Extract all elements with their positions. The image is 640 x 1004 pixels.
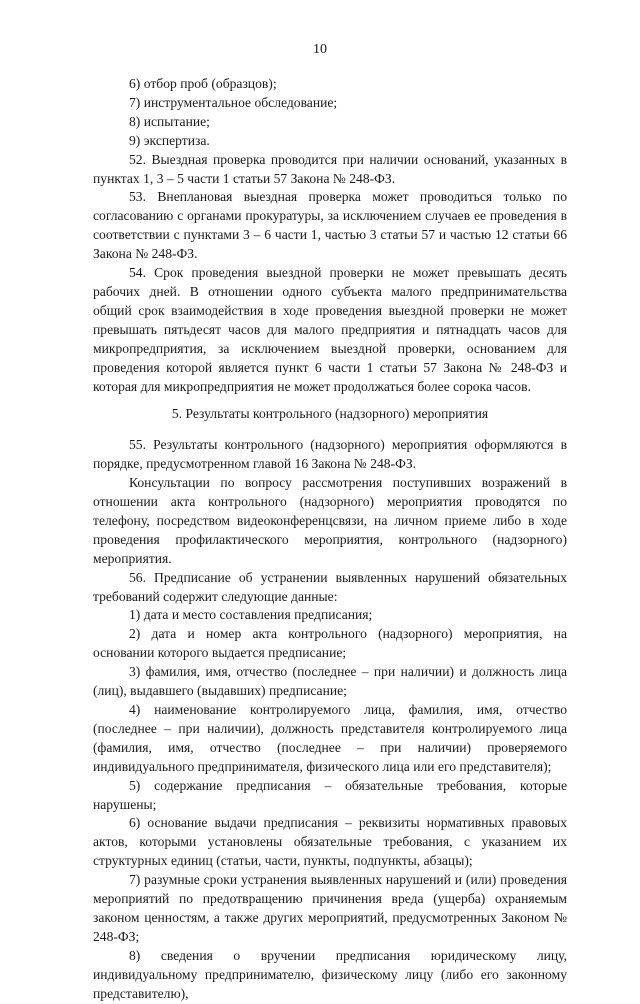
paragraph-item-6: 6) отбор проб (образцов); <box>129 76 277 91</box>
list-item-1: 1) дата и место составления предписания; <box>129 607 373 623</box>
list-item-5: 5) содержание предписания – обязательные требования, которые нарушены; <box>93 777 567 812</box>
section-heading: 5. Результаты контрольного (надзорного) мероприятия <box>171 406 489 422</box>
list-item-6: 6) основание выдачи предписания – реквизиты нормативных правовых актов, которыми установлены обязательные требования, с указанием их структурных единиц (статьи, части, пункты, подпункты, абзацы); <box>93 815 567 869</box>
paragraph-56: 56. Предписание об устранении выявленных нарушений обязательных требований содержит следующие данные: <box>93 569 567 604</box>
paragraph-53: 53. Внеплановая выездная проверка может проводиться только по согласованию с органами прокуратуры, за исключением случаев ее проведения в соответствии с пунктами 3 – 6 части 1, частью 3 статьи 57 и частью 12 статьи 66 Закона № 248-ФЗ. <box>93 189 567 262</box>
paragraph-54: 54. Срок проведения выездной проверки не может превышать десять рабочих дней. В отношении одного субъекта малого предпринимательства общий срок взаимодействия в ходе проведения выездной проверки не может превышать пятьдесят часов для малого предприятия и пятнадцать часов для микропредприятия, за исключением выездной проверки, основанием для проведения которой является пункт 6 части 1 статьи 57 Закона № 248-ФЗ и которая для микропредприятия не может продолжаться более сорока часов. <box>93 265 567 394</box>
paragraph-item-8: 8) испытание; <box>129 113 210 129</box>
paragraph-item-9: 9) экспертиза. <box>129 132 210 148</box>
list-item-4: 4) наименование контролируемого лица, фамилия, имя, отчество (последнее – при наличии), должность представителя контролируемого лица (фамилия, имя, отчество (последнее – при наличии) проверяемого индивидуального предпринимателя, физического лица или его представителя); <box>93 702 567 774</box>
document-body <box>93 75 567 1004</box>
paragraph-55: 55. Результаты контрольного (надзорного) мероприятия оформляются в порядке, предусмотренном главой 16 Закона № 248-ФЗ. <box>93 437 567 472</box>
list-item-8: 8) сведения о вручении предписания юридическому лицу, индивидуальному предпринимателю, физическому лицу (либо его законному представителю), <box>93 947 567 1001</box>
list-item-7: 7) разумные сроки устранения выявленных нарушений и (или) проведения мероприятий по предотвращению причинения вреда (ущерба) охраняемым законом ценностям, а также других мероприятий, предусмотренных Законом № 248-ФЗ; <box>93 872 567 944</box>
paragraph-consultations: Консультации по вопросу рассмотрения поступивших возражений в отношении акта контрольного (надзорного) мероприятия проводятся по телефону, посредством видеоконференцсвязи, на личном приеме либо в ходе проведения профилактического мероприятия, контрольного (надзорного) мероприятия. <box>93 475 567 566</box>
page-number: 10 <box>313 42 327 57</box>
paragraph-item-7: 7) инструментальное обследование; <box>129 94 338 110</box>
list-item-2: 2) дата и номер акта контрольного (надзорного) мероприятия, на основании которого выдается предписание; <box>93 626 567 661</box>
list-item-3: 3) фамилия, имя, отчество (последнее – при наличии) и должность лица (лиц), выдавшего (выдавших) предписание; <box>93 664 567 699</box>
paragraph-52: 52. Выездная проверка проводится при наличии оснований, указанных в пунктах 1, 3 – 5 части 1 статьи 57 Закона № 248-ФЗ. <box>93 151 567 186</box>
